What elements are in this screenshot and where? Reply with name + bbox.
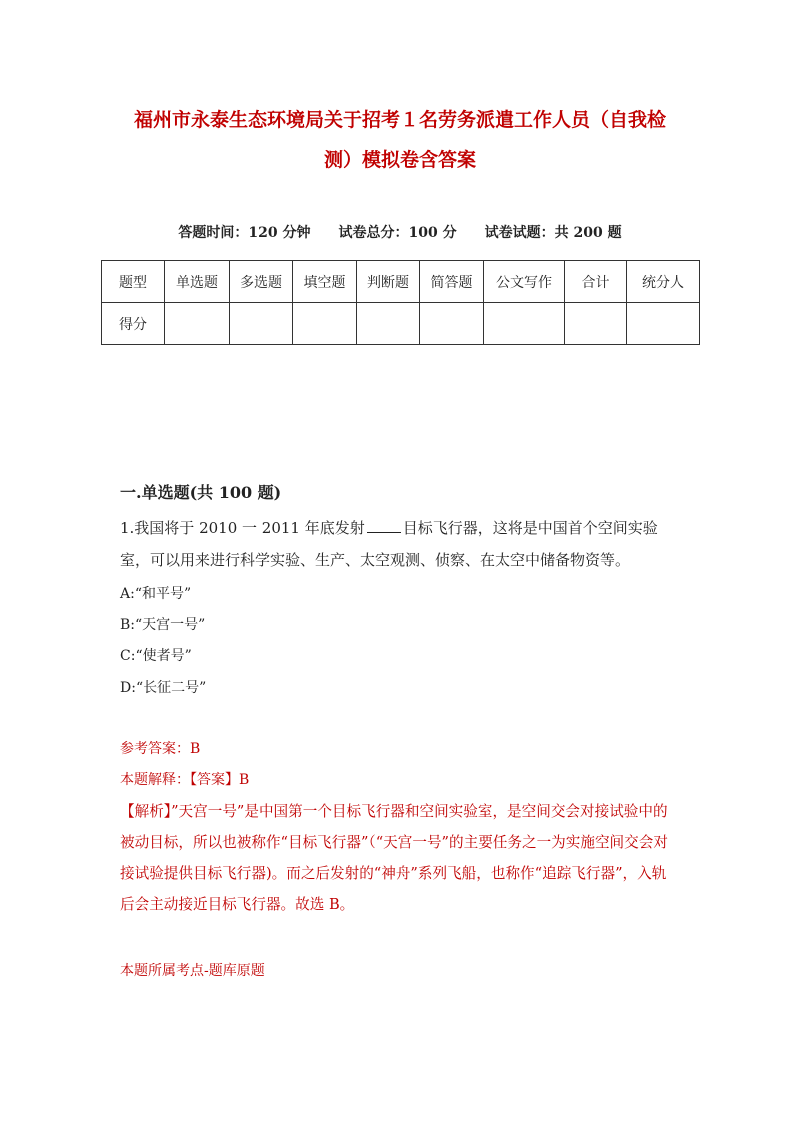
header-cell-single-choice: 单选题 bbox=[165, 261, 230, 303]
score-cell bbox=[565, 303, 627, 345]
score-cell bbox=[420, 303, 484, 345]
option-text: “使者号” bbox=[135, 648, 192, 664]
score-cell bbox=[165, 303, 230, 345]
option-a bbox=[120, 583, 191, 603]
reference-answer: 参考答案：B bbox=[120, 741, 201, 757]
score-cell bbox=[484, 303, 565, 345]
option-text: “和平号” bbox=[134, 586, 192, 602]
option-label: C: bbox=[120, 648, 136, 664]
header-cell-short-answer: 简答题 bbox=[420, 261, 484, 303]
document-title-line-2: 测）模拟卷含答案 bbox=[323, 149, 476, 171]
score-cell bbox=[293, 303, 357, 345]
section-heading: 一.单选题(共 100 题) bbox=[120, 483, 282, 502]
explanation-heading: 本题解释：【答案】B bbox=[120, 772, 250, 788]
option-d bbox=[120, 677, 206, 697]
explanation-analysis: 【解析】”天宫一号”是中国第一个目标飞行器和空间实验室，是空间交会对接试验中的被动目标，所以也被称作“目标飞行器”（“天宫一号”的主要任务之一为实施空间交会对接试验提供目标飞行器)。而之后发射的“神舟”系列飞船，也称作“追踪飞行器”，入轨后会主动接近目标飞行器。故选 B。 bbox=[120, 803, 668, 913]
header-cell-true-false: 判断题 bbox=[357, 261, 420, 303]
score-cell bbox=[627, 303, 700, 345]
score-table-score-row bbox=[102, 303, 700, 345]
header-cell-multi-choice: 多选题 bbox=[230, 261, 293, 303]
option-b bbox=[120, 614, 205, 634]
option-text: “长征二号” bbox=[135, 680, 207, 696]
question-stem-part-2: 目标飞行器，这将是中国首个空间实验室，可以用来进行科学实验、生产、太空观测、侦察、在太空中储备物资等。 bbox=[120, 519, 658, 569]
question-stem-part-1: 1.我国将于 2010 一 2011 年底发射 bbox=[120, 519, 365, 537]
option-label: A: bbox=[120, 586, 135, 602]
header-cell-scorer: 统分人 bbox=[627, 261, 700, 303]
score-row-label: 得分 bbox=[102, 303, 165, 345]
score-table bbox=[101, 260, 700, 345]
exam-info: 答题时间：120 分钟 试卷总分：100 分 试卷试题：共 200 题 bbox=[178, 225, 622, 241]
question-topic: 本题所属考点-题库原题 bbox=[120, 963, 265, 979]
answer-blank bbox=[367, 518, 401, 533]
score-table-header-row bbox=[102, 261, 700, 303]
header-cell-official-writing: 公文写作 bbox=[484, 261, 565, 303]
option-text: “天宫一号” bbox=[135, 617, 206, 633]
header-cell-type: 题型 bbox=[102, 261, 165, 303]
option-label: B: bbox=[120, 617, 136, 633]
header-cell-fill-blank: 填空题 bbox=[293, 261, 357, 303]
option-label: D: bbox=[120, 680, 136, 696]
header-cell-total: 合计 bbox=[565, 261, 627, 303]
option-c bbox=[120, 645, 192, 665]
question-stem bbox=[120, 512, 680, 576]
score-cell bbox=[357, 303, 420, 345]
score-cell bbox=[230, 303, 293, 345]
document-title-line-1: 福州市永泰生态环境局关于招考１名劳务派遣工作人员（自我检 bbox=[133, 109, 666, 131]
